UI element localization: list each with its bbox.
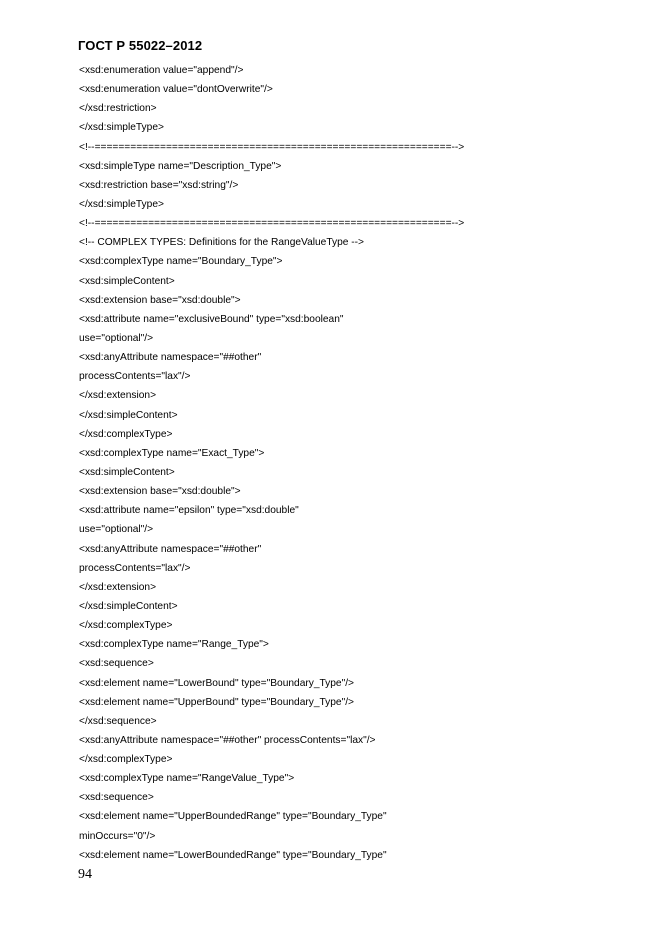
code-line: <xsd:simpleContent> [79,466,175,478]
code-line: <xsd:anyAttribute namespace="##other" [79,543,262,555]
code-line: <xsd:element name="LowerBoundedRange" type="Boundary_Type" [79,849,387,861]
code-line: <xsd:element name="UpperBoundedRange" type="Boundary_Type" [79,811,387,823]
code-line: <xsd:extension base="xsd:double"> [79,294,241,306]
code-line: <xsd:enumeration value="append"/> [79,65,244,76]
code-line: processContents="lax"/> [79,371,191,383]
code-line: <xsd:complexType name="Boundary_Type"> [79,256,283,268]
document-header: ГОСТ Р 55022–2012 [78,38,203,53]
code-line: </xsd:simpleType> [79,122,164,134]
code-line: <xsd:extension base="xsd:double"> [79,486,241,498]
code-line: <!--============================================================--> [79,141,465,153]
code-line: use="optional"/> [79,332,154,344]
code-line: processContents="lax"/> [79,562,191,574]
code-line: <xsd:sequence> [79,658,154,670]
code-line: </xsd:complexType> [79,620,173,632]
code-line: <xsd:complexType name="Exact_Type"> [79,447,265,459]
code-line: <xsd:element name="UpperBound" type="Boundary_Type"/> [79,696,354,708]
page-number: 94 [78,867,92,882]
code-line: minOccurs="0"/> [79,830,156,842]
code-line: </xsd:extension> [79,390,157,402]
code-line: <xsd:enumeration value="dontOverwrite"/> [79,84,273,96]
code-line: </xsd:simpleType> [79,198,164,210]
code-line: use="optional"/> [79,524,154,536]
code-listing [79,61,641,865]
code-line: <xsd:attribute name="exclusiveBound" type="xsd:boolean" [79,313,344,325]
code-line: <xsd:sequence> [79,792,154,804]
code-line: </xsd:simpleContent> [79,409,178,421]
code-line: <xsd:anyAttribute namespace="##other" [79,352,262,364]
code-line: </xsd:simpleContent> [79,600,178,612]
code-line: <xsd:complexType name="Range_Type"> [79,639,269,651]
code-line: <xsd:restriction base="xsd:string"/> [79,179,239,191]
code-line: </xsd:restriction> [79,103,157,115]
code-line: </xsd:complexType> [79,428,173,440]
code-line: <xsd:simpleContent> [79,275,175,287]
code-line: </xsd:extension> [79,581,157,593]
code-line: <xsd:simpleType name="Description_Type"> [79,160,282,172]
code-line: <!-- COMPLEX TYPES: Definitions for the RangeValueType --> [79,237,364,249]
code-line: <xsd:complexType name="RangeValue_Type"> [79,773,295,785]
code-line: </xsd:sequence> [79,715,157,727]
code-line: <xsd:anyAttribute namespace="##other" processContents="lax"/> [79,734,376,746]
code-line: <xsd:element name="LowerBound" type="Boundary_Type"/> [79,677,354,689]
code-line: <!--============================================================--> [79,218,465,230]
code-line: <xsd:attribute name="epsilon" type="xsd:double" [79,505,299,517]
code-line: </xsd:complexType> [79,754,173,766]
